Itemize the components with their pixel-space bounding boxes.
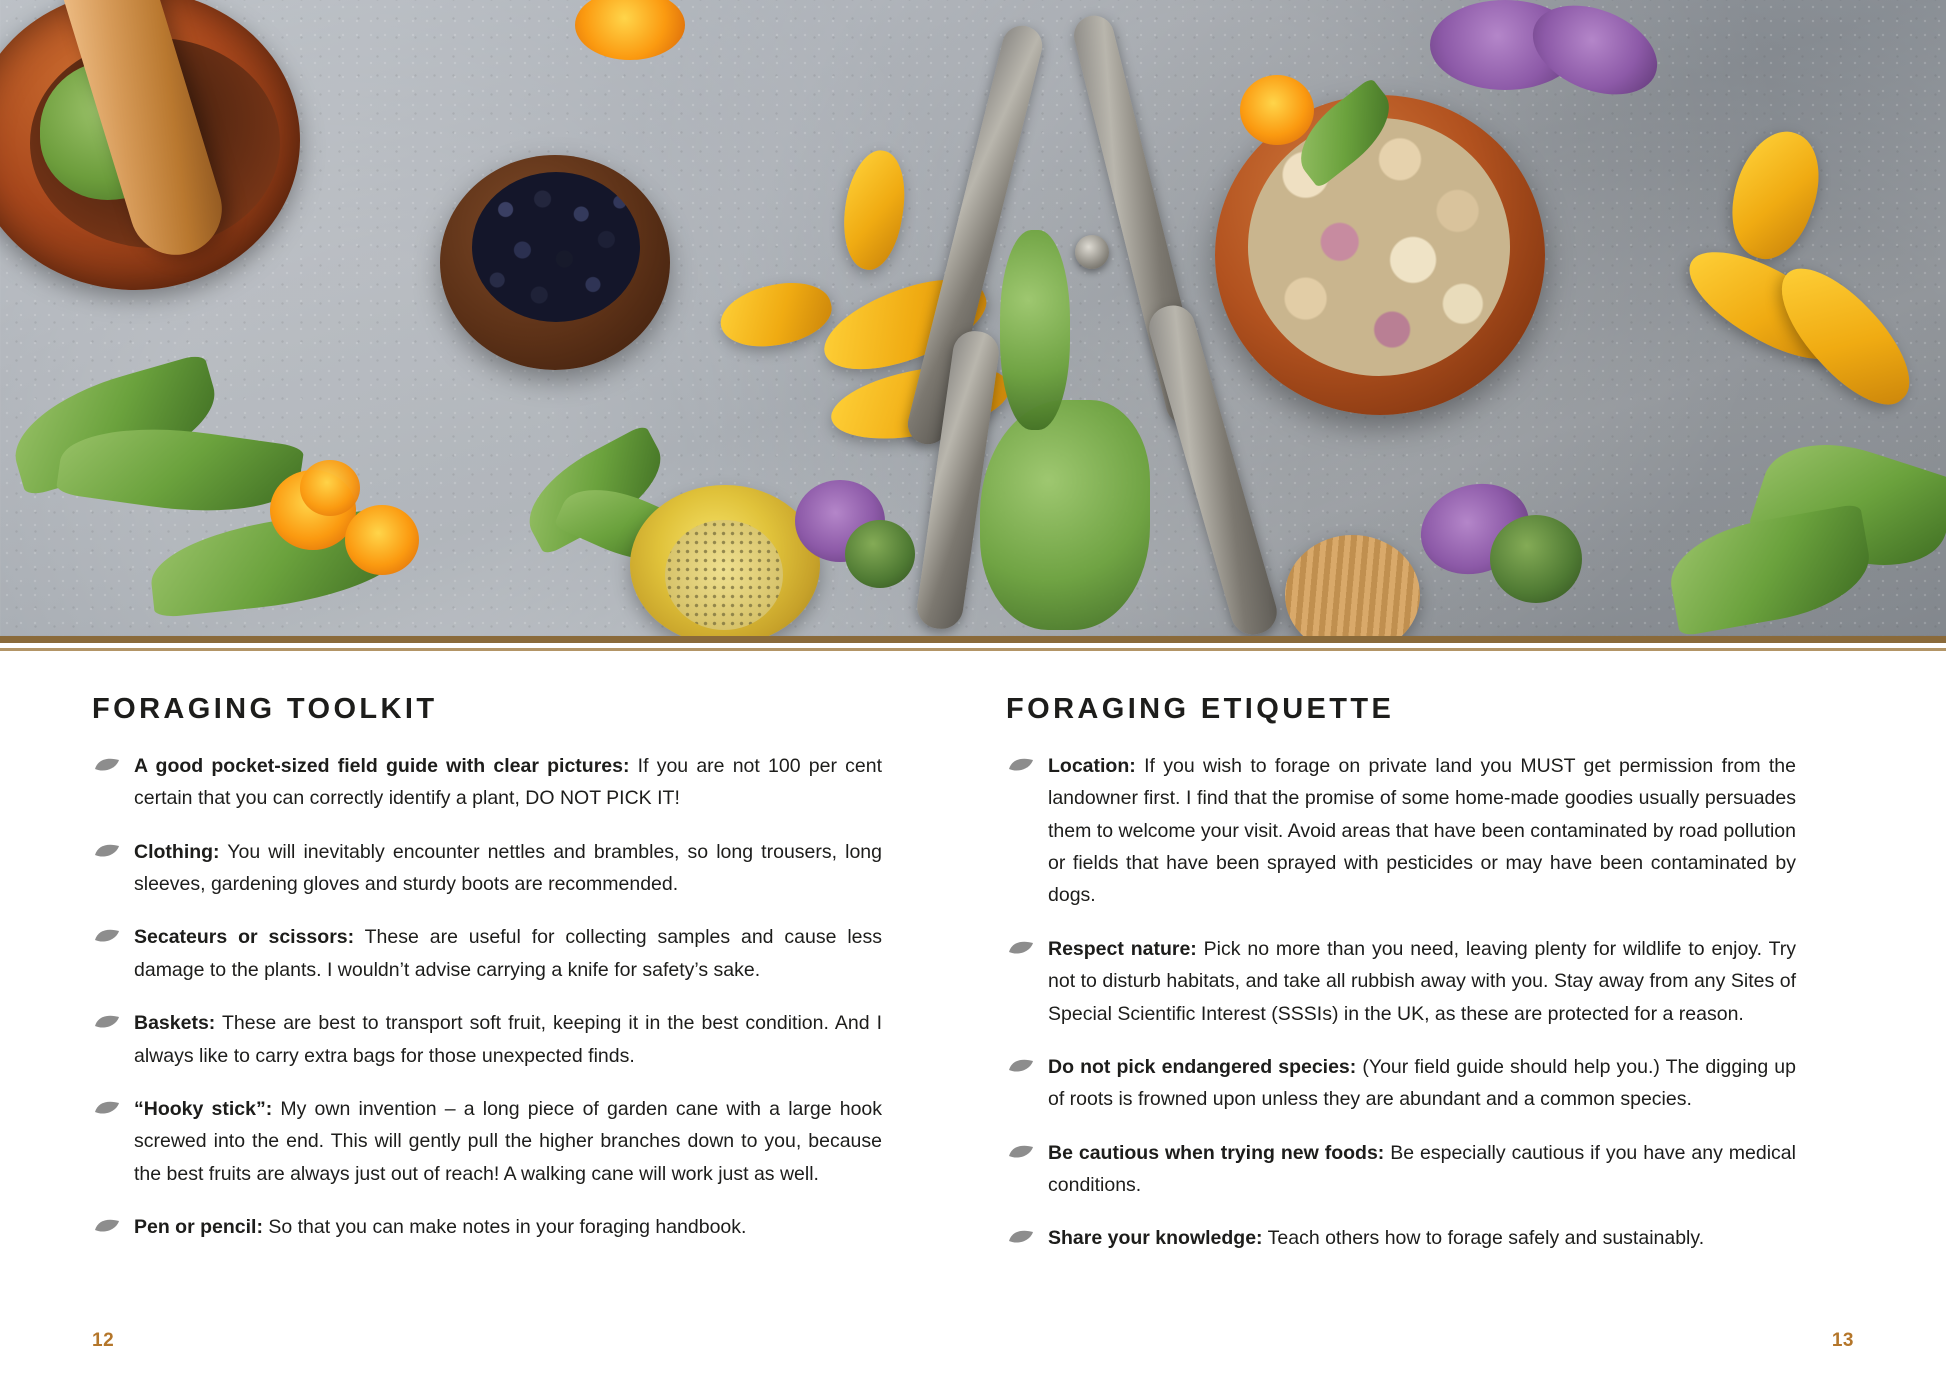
list-item: [92, 1093, 882, 1190]
list-item-text: Teach others how to forage safely and sustainably.: [1262, 1227, 1705, 1250]
thistle-base-icon: [845, 520, 915, 588]
left-page-column: [92, 693, 882, 1255]
page-title-foraging-toolkit: FORAGING TOOLKIT: [92, 693, 438, 725]
list-item: [92, 921, 882, 986]
list-item: [1006, 933, 1796, 1030]
tea-strainer-mesh: [665, 520, 783, 630]
list-item-lead: Secateurs or scissors:: [134, 926, 355, 949]
leaf-bullet-icon: [1008, 1144, 1034, 1159]
list-item-text: Pick no more than you need, leaving plenty for wildlife to enjoy. Try not to disturb habitats, and take all rubbish away with you. Stay away from any Sites of Special Scientific Interest (SSSIs) in the UK, as these are protected for a reason.: [1048, 937, 1796, 1025]
leaf-bullet-icon: [94, 1100, 120, 1115]
list-item-lead: Clothing:: [134, 840, 220, 863]
list-item: [1006, 1051, 1796, 1116]
leaf-bullet-icon: [94, 1014, 120, 1029]
toolkit-list: [92, 750, 882, 1243]
list-item: [92, 1211, 882, 1243]
marigold-flower-icon: [345, 505, 419, 575]
herb-sprig-icon: [980, 400, 1150, 630]
dark-berries: [472, 172, 640, 322]
list-item-text: You will inevitably encounter nettles and brambles, so long trousers, long sleeves, gardening gloves and sturdy boots are recommended.: [134, 840, 882, 896]
list-item: [92, 750, 882, 815]
leaf-bullet-icon: [94, 843, 120, 858]
list-item: [1006, 750, 1796, 912]
list-item-lead: Be cautious when trying new foods:: [1048, 1141, 1385, 1164]
list-item-text: These are useful for collecting samples and cause less damage to the plants. I wouldn’t advise carrying a knife for safety’s sake.: [134, 926, 882, 981]
list-item-text: These are best to transport soft fruit, keeping it in the best condition. And I always like to carry extra bags for those unexpected finds.: [134, 1012, 882, 1067]
list-item-text: If you are not 100 per cent certain that you can correctly identify a plant, DO NOT PICK IT!: [134, 755, 882, 810]
list-item: [92, 1007, 882, 1072]
list-item-text: Be especially cautious if you have any medical conditions.: [1048, 1141, 1796, 1196]
list-item-lead: Share your knowledge:: [1048, 1227, 1263, 1250]
list-item-text: My own invention – a long piece of garden cane with a large hook screwed into the end. This will gently pull the higher branches down to you, because the best fruits are always just out of reach! A walking cane will work just as well.: [134, 1097, 883, 1185]
list-item-text: If you wish to forage on private land you MUST get permission from the landowner first. I find that the promise of some home-made goodies usually persuades them to welcome your visit. Avoid areas that have been contaminated by road pollution or fields that have been sprayed with pesticides or may have been contaminated by dogs.: [1048, 755, 1796, 907]
list-item: [1006, 1222, 1796, 1254]
list-item: [1006, 1137, 1796, 1202]
herb-sprig-icon: [1000, 230, 1070, 430]
shears-pivot-bolt: [1075, 235, 1109, 269]
leaf-bullet-icon: [1008, 1229, 1034, 1244]
divider-rule-thick: [0, 636, 1946, 643]
page-title-foraging-etiquette: FORAGING ETIQUETTE: [1006, 693, 1395, 725]
leaf-bullet-icon: [1008, 940, 1034, 955]
right-page-column: [1006, 693, 1796, 1255]
list-item-text: (Your field guide should help you.) The digging up of roots is frowned upon unless they are abundant and a common species.: [1048, 1055, 1796, 1111]
text-columns: [0, 651, 1946, 1255]
list-item-lead: “Hooky stick”:: [134, 1097, 273, 1120]
list-item-text: So that you can make notes in your foraging handbook.: [262, 1215, 747, 1238]
leaf-bullet-icon: [1008, 1058, 1034, 1073]
etiquette-list: [1006, 750, 1796, 1255]
leaf-bullet-icon: [94, 928, 120, 943]
list-item-lead: Pen or pencil:: [134, 1215, 263, 1238]
dried-petals-and-hops: [1248, 118, 1510, 376]
leaf-bullet-icon: [94, 1218, 120, 1233]
leaf-bullet-icon: [1008, 757, 1034, 772]
marigold-flower-icon: [1240, 75, 1314, 145]
list-item-lead: Baskets:: [134, 1012, 216, 1035]
thistle-base-icon: [1490, 515, 1582, 603]
header-photograph: [0, 0, 1946, 636]
list-item-lead: Do not pick endangered species:: [1048, 1055, 1357, 1078]
list-item-lead: A good pocket-sized field guide with clear pictures:: [134, 755, 630, 777]
list-item-lead: Respect nature:: [1048, 937, 1197, 960]
page-number-left: 12: [92, 1330, 115, 1351]
list-item: [92, 836, 882, 901]
marigold-flower-icon: [300, 460, 360, 516]
list-item-lead: Location:: [1048, 755, 1136, 777]
page-number-right: 13: [1831, 1330, 1854, 1351]
leaf-bullet-icon: [94, 757, 120, 772]
